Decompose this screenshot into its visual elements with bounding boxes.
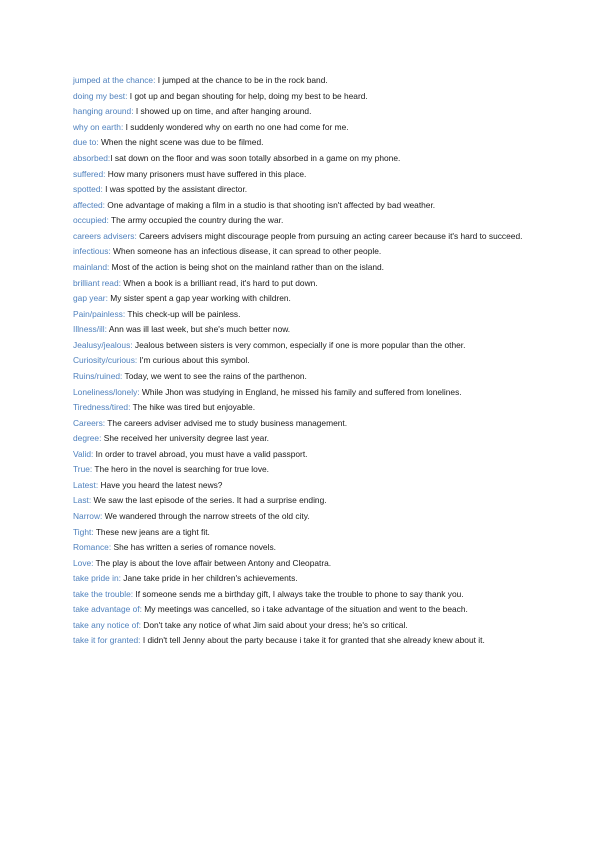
vocab-term: due to: xyxy=(73,137,99,148)
vocab-example: The army occupied the country during the war. xyxy=(108,215,284,226)
vocab-example: The play is about the love affair between Antony and Cleopatra. xyxy=(93,557,332,568)
vocab-term: infectious: xyxy=(73,246,111,257)
vocab-example: I didn't tell Jenny about the party because i take it for granted that she already knew about it. xyxy=(140,635,485,646)
vocab-entry xyxy=(73,104,525,120)
vocab-term: take advantage of: xyxy=(73,604,142,615)
vocab-entry xyxy=(73,462,525,478)
vocab-entry xyxy=(73,260,525,276)
vocab-term: careers advisers: xyxy=(73,230,137,241)
vocab-term: Romance: xyxy=(73,542,112,553)
vocab-example: I showed up on time, and after hanging around. xyxy=(133,106,312,117)
vocab-term: why on earth: xyxy=(73,121,124,132)
vocab-example: My meetings was cancelled, so i take advantage of the situation and went to the beach. xyxy=(141,604,468,615)
vocab-entry xyxy=(73,493,525,509)
vocab-entry xyxy=(73,478,525,494)
vocab-term: Loneliness/lonely: xyxy=(73,386,140,397)
vocab-term: Tight: xyxy=(73,526,94,537)
vocab-entry xyxy=(73,602,525,617)
vocab-example: Jane take pride in her children's achievements. xyxy=(120,573,298,584)
vocab-entry xyxy=(73,400,525,416)
vocab-example: If someone sends me a birthday gift, I always take the trouble to phone to say thank you. xyxy=(133,589,464,600)
vocab-example: Don't take any notice of what Jim said about your dress; he's so critical. xyxy=(140,619,408,630)
vocabulary-list xyxy=(73,73,525,649)
vocab-entry xyxy=(73,385,525,400)
vocab-entry xyxy=(73,618,525,634)
vocab-term: jumped at the chance: xyxy=(73,75,156,85)
vocab-entry xyxy=(73,587,525,602)
vocab-term: Latest: xyxy=(73,479,99,490)
vocab-entry xyxy=(73,229,525,244)
vocab-entry xyxy=(73,213,525,229)
vocab-entry xyxy=(73,571,525,587)
vocab-example: The hike was tired but enjoyable. xyxy=(130,401,256,412)
vocab-term: doing my best: xyxy=(73,90,128,101)
vocab-term: take any notice of: xyxy=(73,619,141,630)
vocab-example: These new jeans are a tight fit. xyxy=(93,526,210,537)
vocab-example: Jealous between sisters is very common, especially if one is more popular than the other. xyxy=(132,339,466,350)
vocab-example: I sat down on the floor and was soon totally absorbed in a game on my phone. xyxy=(110,152,401,163)
vocab-entry xyxy=(73,73,525,89)
vocab-term: absorbed: xyxy=(73,152,111,163)
vocab-example: I got up and began shouting for help, doing my best to be heard. xyxy=(127,90,368,101)
vocab-term: spotted: xyxy=(73,184,103,195)
vocab-entry xyxy=(73,135,525,151)
vocab-example: My sister spent a gap year working with children. xyxy=(107,293,291,304)
vocab-entry xyxy=(73,198,525,214)
vocab-example: How many prisoners must have suffered in this place. xyxy=(105,168,307,179)
vocab-entry xyxy=(73,322,525,338)
vocab-entry xyxy=(73,353,525,369)
vocab-entry xyxy=(73,556,525,572)
vocab-example: The careers adviser advised me to study business management. xyxy=(105,417,348,428)
vocab-entry xyxy=(73,291,525,307)
vocab-entry xyxy=(73,633,525,648)
vocab-example: While Jhon was studying in England, he missed his family and suffered from lonelines. xyxy=(139,386,462,397)
vocab-entry xyxy=(73,276,525,292)
vocab-term: take the trouble: xyxy=(73,589,134,600)
vocab-term: Illness/ill: xyxy=(73,324,107,335)
vocab-example: I was spotted by the assistant director. xyxy=(102,184,248,195)
vocab-example: The hero in the novel is searching for true love. xyxy=(92,464,269,475)
vocab-term: degree: xyxy=(73,433,102,444)
vocab-term: Narrow: xyxy=(73,511,103,522)
vocab-term: Last: xyxy=(73,495,92,506)
vocab-entry xyxy=(73,151,525,167)
vocab-term: take pride in: xyxy=(73,573,121,584)
vocab-entry xyxy=(73,447,525,463)
vocab-example: In order to travel abroad, you must have a valid passport. xyxy=(93,448,308,459)
vocab-example: We saw the last episode of the series. It had a surprise ending. xyxy=(91,495,327,506)
vocab-entry xyxy=(73,120,525,136)
vocab-term: Ruins/ruined: xyxy=(73,370,123,381)
vocab-entry xyxy=(73,369,525,385)
vocab-example: She received her university degree last year. xyxy=(101,433,269,444)
vocab-entry xyxy=(73,89,525,105)
vocab-entry xyxy=(73,167,525,183)
vocab-example: One advantage of making a film in a studio is that shooting isn't affected by bad weather. xyxy=(104,199,436,210)
vocab-term: Love: xyxy=(73,557,94,568)
vocab-example: I suddenly wondered why on earth no one had come for me. xyxy=(123,121,349,132)
vocab-example: I'm curious about this symbol. xyxy=(137,355,250,366)
vocab-entry xyxy=(73,540,525,556)
vocab-example: Most of the action is being shot on the mainland rather than on the island. xyxy=(109,261,385,272)
vocab-term: Tiredness/tired: xyxy=(73,401,131,412)
vocab-entry xyxy=(73,525,525,541)
vocab-example: Have you heard the latest news? xyxy=(98,479,223,490)
vocab-entry xyxy=(73,509,525,525)
vocab-term: Valid: xyxy=(73,448,94,459)
vocab-term: Jealusy/jealous: xyxy=(73,339,133,350)
vocab-entry xyxy=(73,307,525,323)
vocab-term: Careers: xyxy=(73,417,106,428)
vocab-example: When a book is a brilliant read, it's hard to put down. xyxy=(120,277,318,288)
vocab-term: Pain/painless: xyxy=(73,308,126,319)
vocab-term: occupied: xyxy=(73,215,109,226)
vocab-example: Careers advisers might discourage people from pursuing an acting career because it's hard to succeed. xyxy=(136,230,523,241)
vocab-example: Today, we went to see the rains of the parthenon. xyxy=(122,370,307,381)
vocab-example: I jumped at the chance to be in the rock band. xyxy=(155,75,328,85)
vocab-term: gap year: xyxy=(73,293,108,304)
vocab-entry xyxy=(73,416,525,432)
vocab-example: When the night scene was due to be filmed. xyxy=(98,137,264,148)
vocab-example: When someone has an infectious disease, it can spread to other people. xyxy=(110,246,382,257)
vocab-term: affected: xyxy=(73,199,105,210)
vocab-entry xyxy=(73,431,525,447)
vocab-term: Curiosity/curious: xyxy=(73,355,138,366)
vocab-term: brilliant read: xyxy=(73,277,121,288)
vocab-example: We wandered through the narrow streets of the old city. xyxy=(102,511,310,522)
vocab-term: take it for granted: xyxy=(73,635,141,646)
vocab-term: True: xyxy=(73,464,93,475)
vocab-example: She has written a series of romance novels. xyxy=(111,542,276,553)
vocab-example: Ann was ill last week, but she's much better now. xyxy=(106,324,291,335)
vocab-term: hanging around: xyxy=(73,106,134,117)
vocab-entry xyxy=(73,182,525,198)
vocab-entry xyxy=(73,338,525,353)
vocab-entry xyxy=(73,244,525,260)
vocab-term: mainland: xyxy=(73,261,110,272)
vocab-example: This check-up will be painless. xyxy=(125,308,241,319)
vocab-term: suffered: xyxy=(73,168,106,179)
